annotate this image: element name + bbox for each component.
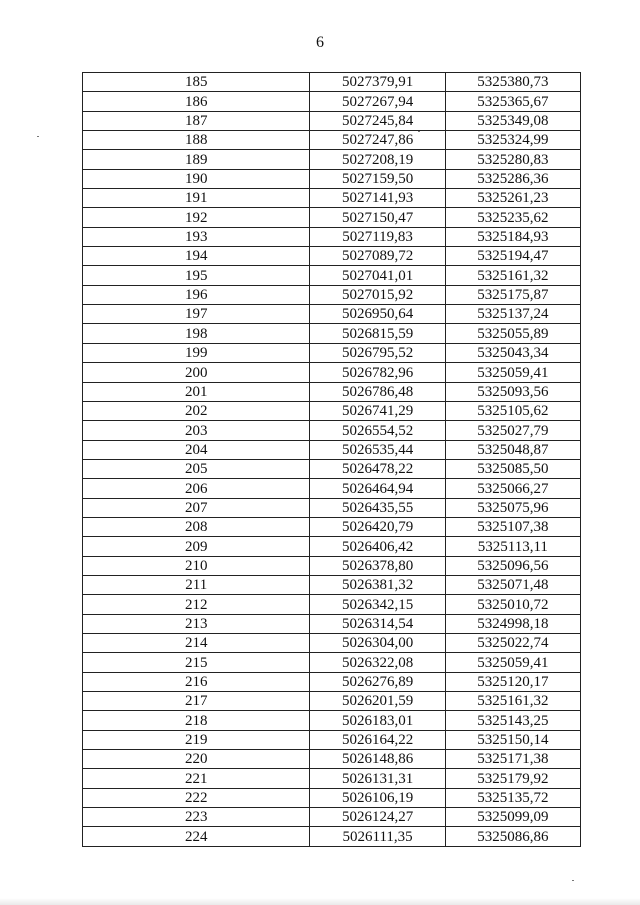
table-row xyxy=(83,827,581,846)
x-coordinate-cell: 5027245,84 xyxy=(310,111,445,130)
point-number-cell: 200 xyxy=(83,363,310,382)
x-coordinate-cell: 5026815,59 xyxy=(310,324,445,343)
y-coordinate-cell: 5325099,09 xyxy=(445,808,580,827)
point-number-cell: 221 xyxy=(83,769,310,788)
table-row xyxy=(83,595,581,614)
y-coordinate-cell: 5325022,74 xyxy=(445,633,580,652)
point-number-cell: 196 xyxy=(83,285,310,304)
table-row xyxy=(83,537,581,556)
table-row xyxy=(83,382,581,401)
y-coordinate-cell: 5325086,86 xyxy=(445,827,580,846)
point-number-cell: 223 xyxy=(83,808,310,827)
y-coordinate-cell: 5325059,41 xyxy=(445,363,580,382)
y-coordinate-cell: 5325059,41 xyxy=(445,653,580,672)
x-coordinate-cell: 5026148,86 xyxy=(310,750,445,769)
x-coordinate-cell: 5026554,52 xyxy=(310,421,445,440)
y-coordinate-cell: 5325010,72 xyxy=(445,595,580,614)
table-row xyxy=(83,653,581,672)
x-coordinate-cell: 5027141,93 xyxy=(310,189,445,208)
point-number-cell: 204 xyxy=(83,440,310,459)
y-coordinate-cell: 5325175,87 xyxy=(445,285,580,304)
table-row xyxy=(83,556,581,575)
point-number-cell: 209 xyxy=(83,537,310,556)
x-coordinate-cell: 5027379,91 xyxy=(310,73,445,92)
y-coordinate-cell: 5325055,89 xyxy=(445,324,580,343)
point-number-cell: 199 xyxy=(83,343,310,362)
table-row xyxy=(83,517,581,536)
scan-speck xyxy=(37,136,39,137)
x-coordinate-cell: 5026111,35 xyxy=(310,827,445,846)
y-coordinate-cell: 5325171,38 xyxy=(445,750,580,769)
x-coordinate-cell: 5027119,83 xyxy=(310,227,445,246)
point-number-cell: 216 xyxy=(83,672,310,691)
table-row xyxy=(83,285,581,304)
point-number-cell: 207 xyxy=(83,498,310,517)
x-coordinate-cell: 5026478,22 xyxy=(310,459,445,478)
y-coordinate-cell: 5325143,25 xyxy=(445,711,580,730)
y-coordinate-cell: 5325096,56 xyxy=(445,556,580,575)
point-number-cell: 203 xyxy=(83,421,310,440)
point-number-cell: 208 xyxy=(83,517,310,536)
x-coordinate-cell: 5026381,32 xyxy=(310,575,445,594)
y-coordinate-cell: 5325261,23 xyxy=(445,189,580,208)
x-coordinate-cell: 5026201,59 xyxy=(310,692,445,711)
page-number: 6 xyxy=(316,34,324,51)
point-number-cell: 224 xyxy=(83,827,310,846)
x-coordinate-cell: 5027208,19 xyxy=(310,150,445,169)
y-coordinate-cell: 5325120,17 xyxy=(445,672,580,691)
point-number-cell: 211 xyxy=(83,575,310,594)
x-coordinate-cell: 5027267,94 xyxy=(310,92,445,111)
table-row xyxy=(83,73,581,92)
x-coordinate-cell: 5026420,79 xyxy=(310,517,445,536)
point-number-cell: 218 xyxy=(83,711,310,730)
x-coordinate-cell: 5027041,01 xyxy=(310,266,445,285)
y-coordinate-cell: 5324998,18 xyxy=(445,614,580,633)
scan-speck xyxy=(418,131,420,132)
y-coordinate-cell: 5325235,62 xyxy=(445,208,580,227)
point-number-cell: 210 xyxy=(83,556,310,575)
table-row xyxy=(83,479,581,498)
scan-speck xyxy=(572,880,574,881)
table-row xyxy=(83,421,581,440)
x-coordinate-cell: 5026322,08 xyxy=(310,653,445,672)
x-coordinate-cell: 5026131,31 xyxy=(310,769,445,788)
table-row xyxy=(83,247,581,266)
x-coordinate-cell: 5027159,50 xyxy=(310,169,445,188)
table-row xyxy=(83,498,581,517)
x-coordinate-cell: 5026124,27 xyxy=(310,808,445,827)
y-coordinate-cell: 5325027,79 xyxy=(445,421,580,440)
point-number-cell: 195 xyxy=(83,266,310,285)
y-coordinate-cell: 5325085,50 xyxy=(445,459,580,478)
x-coordinate-cell: 5027015,92 xyxy=(310,285,445,304)
table-row xyxy=(83,92,581,111)
x-coordinate-cell: 5026164,22 xyxy=(310,730,445,749)
y-coordinate-cell: 5325280,83 xyxy=(445,150,580,169)
table-row xyxy=(83,305,581,324)
y-coordinate-cell: 5325105,62 xyxy=(445,401,580,420)
point-number-cell: 217 xyxy=(83,692,310,711)
y-coordinate-cell: 5325349,08 xyxy=(445,111,580,130)
point-number-cell: 214 xyxy=(83,633,310,652)
x-coordinate-cell: 5026535,44 xyxy=(310,440,445,459)
table-row xyxy=(83,788,581,807)
scan-bottom-edge xyxy=(0,898,640,905)
point-number-cell: 189 xyxy=(83,150,310,169)
y-coordinate-cell: 5325048,87 xyxy=(445,440,580,459)
y-coordinate-cell: 5325194,47 xyxy=(445,247,580,266)
point-number-cell: 222 xyxy=(83,788,310,807)
point-number-cell: 187 xyxy=(83,111,310,130)
y-coordinate-cell: 5325161,32 xyxy=(445,692,580,711)
table-row xyxy=(83,440,581,459)
x-coordinate-cell: 5026782,96 xyxy=(310,363,445,382)
point-number-cell: 215 xyxy=(83,653,310,672)
x-coordinate-cell: 5026342,15 xyxy=(310,595,445,614)
table-row xyxy=(83,575,581,594)
y-coordinate-cell: 5325365,67 xyxy=(445,92,580,111)
y-coordinate-cell: 5325066,27 xyxy=(445,479,580,498)
y-coordinate-cell: 5325150,14 xyxy=(445,730,580,749)
point-number-cell: 190 xyxy=(83,169,310,188)
point-number-cell: 205 xyxy=(83,459,310,478)
table-row xyxy=(83,189,581,208)
x-coordinate-cell: 5026786,48 xyxy=(310,382,445,401)
y-coordinate-cell: 5325286,36 xyxy=(445,169,580,188)
point-number-cell: 186 xyxy=(83,92,310,111)
point-number-cell: 219 xyxy=(83,730,310,749)
table-row xyxy=(83,750,581,769)
point-number-cell: 185 xyxy=(83,73,310,92)
point-number-cell: 201 xyxy=(83,382,310,401)
x-coordinate-cell: 5026435,55 xyxy=(310,498,445,517)
x-coordinate-cell: 5026314,54 xyxy=(310,614,445,633)
y-coordinate-cell: 5325107,38 xyxy=(445,517,580,536)
x-coordinate-cell: 5026106,19 xyxy=(310,788,445,807)
table-row xyxy=(83,343,581,362)
y-coordinate-cell: 5325135,72 xyxy=(445,788,580,807)
point-number-cell: 188 xyxy=(83,131,310,150)
table-row xyxy=(83,131,581,150)
table-row xyxy=(83,111,581,130)
y-coordinate-cell: 5325161,32 xyxy=(445,266,580,285)
point-number-cell: 212 xyxy=(83,595,310,614)
table-row xyxy=(83,266,581,285)
coordinates-table xyxy=(82,72,581,847)
point-number-cell: 198 xyxy=(83,324,310,343)
y-coordinate-cell: 5325093,56 xyxy=(445,382,580,401)
x-coordinate-cell: 5026795,52 xyxy=(310,343,445,362)
table-row xyxy=(83,324,581,343)
table-row xyxy=(83,769,581,788)
table-row xyxy=(83,401,581,420)
table-row xyxy=(83,633,581,652)
table-row xyxy=(83,208,581,227)
x-coordinate-cell: 5027150,47 xyxy=(310,208,445,227)
point-number-cell: 202 xyxy=(83,401,310,420)
point-number-cell: 206 xyxy=(83,479,310,498)
y-coordinate-cell: 5325179,92 xyxy=(445,769,580,788)
y-coordinate-cell: 5325324,99 xyxy=(445,131,580,150)
point-number-cell: 220 xyxy=(83,750,310,769)
table-row xyxy=(83,363,581,382)
point-number-cell: 191 xyxy=(83,189,310,208)
point-number-cell: 192 xyxy=(83,208,310,227)
x-coordinate-cell: 5026464,94 xyxy=(310,479,445,498)
y-coordinate-cell: 5325113,11 xyxy=(445,537,580,556)
table-row xyxy=(83,672,581,691)
table-row xyxy=(83,169,581,188)
x-coordinate-cell: 5026276,89 xyxy=(310,672,445,691)
point-number-cell: 193 xyxy=(83,227,310,246)
y-coordinate-cell: 5325071,48 xyxy=(445,575,580,594)
point-number-cell: 194 xyxy=(83,247,310,266)
table-row xyxy=(83,711,581,730)
point-number-cell: 197 xyxy=(83,305,310,324)
x-coordinate-cell: 5026304,00 xyxy=(310,633,445,652)
x-coordinate-cell: 5026950,64 xyxy=(310,305,445,324)
table-row xyxy=(83,692,581,711)
y-coordinate-cell: 5325380,73 xyxy=(445,73,580,92)
point-number-cell: 213 xyxy=(83,614,310,633)
y-coordinate-cell: 5325075,96 xyxy=(445,498,580,517)
x-coordinate-cell: 5026741,29 xyxy=(310,401,445,420)
table-row xyxy=(83,459,581,478)
y-coordinate-cell: 5325043,34 xyxy=(445,343,580,362)
x-coordinate-cell: 5027089,72 xyxy=(310,247,445,266)
table-row xyxy=(83,614,581,633)
table-row xyxy=(83,808,581,827)
coordinates-table-body xyxy=(83,73,581,847)
x-coordinate-cell: 5027247,86 xyxy=(310,131,445,150)
x-coordinate-cell: 5026183,01 xyxy=(310,711,445,730)
x-coordinate-cell: 5026406,42 xyxy=(310,537,445,556)
table-row xyxy=(83,150,581,169)
x-coordinate-cell: 5026378,80 xyxy=(310,556,445,575)
table-row xyxy=(83,227,581,246)
table-row xyxy=(83,730,581,749)
y-coordinate-cell: 5325137,24 xyxy=(445,305,580,324)
y-coordinate-cell: 5325184,93 xyxy=(445,227,580,246)
